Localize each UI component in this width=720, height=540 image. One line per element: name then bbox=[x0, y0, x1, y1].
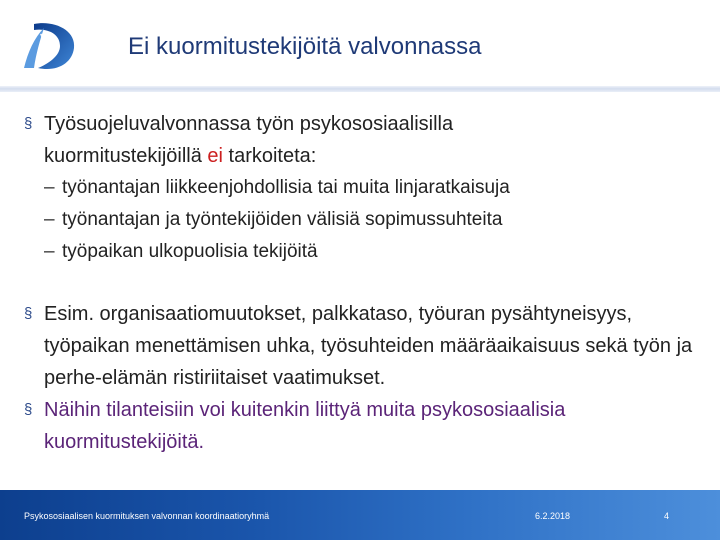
bullet-marker-icon: § bbox=[24, 305, 33, 322]
logo-icon bbox=[20, 20, 78, 72]
bullet-item bbox=[24, 394, 704, 458]
footer-date: 6.2.2018 bbox=[535, 511, 571, 521]
sub-item-text: työnantajan liikkeenjohdollisia tai muita linjaratkaisuja bbox=[62, 177, 510, 198]
slide-title: Ei kuormitustekijöitä valvonnassa bbox=[128, 33, 482, 60]
bullet-marker-icon: § bbox=[24, 115, 33, 132]
footer-organization: Psykososiaalisen kuormituksen valvonnan koordinaatioryhmä bbox=[24, 511, 270, 521]
sub-item bbox=[24, 236, 704, 268]
sub-marker: – bbox=[44, 177, 55, 198]
bullet-text-line: Työsuojeluvalvonnassa työn psykososiaalisilla bbox=[44, 113, 454, 135]
bullet-text: Esim. organisaatiomuutokset, palkkataso, työuran pysähtyneisyys, työpaikan menettämisen uhka, työsuhteiden määräaikaisuus sekä työn ja perhe-elämän ristiriitaiset vaatimukset. bbox=[44, 303, 693, 389]
sub-item bbox=[24, 172, 704, 204]
bullet-item bbox=[24, 108, 704, 172]
bullet-marker-icon: § bbox=[24, 401, 33, 418]
sub-item-text: työpaikan ulkopuolisia tekijöitä bbox=[62, 241, 318, 262]
sub-item-text: työnantajan ja työntekijöiden välisiä sopimussuhteita bbox=[62, 209, 503, 230]
bullet-item bbox=[24, 298, 704, 394]
footer-bar bbox=[0, 490, 720, 540]
sub-marker: – bbox=[44, 241, 55, 262]
bullet-text: tarkoiteta: bbox=[222, 145, 317, 167]
bullet-text: kuormitustekijöillä bbox=[44, 145, 208, 167]
header-divider bbox=[0, 86, 720, 92]
bullet-text: Näihin tilanteisiin voi kuitenkin liittyä muita psykososiaalisia kuormitustekijöitä. bbox=[44, 399, 566, 453]
highlighted-word: ei bbox=[207, 145, 223, 167]
slide-content bbox=[24, 108, 704, 458]
sub-marker: – bbox=[44, 209, 55, 230]
bullet-text-line bbox=[44, 140, 704, 172]
page-number: 4 bbox=[664, 511, 670, 521]
sub-item bbox=[24, 204, 704, 236]
